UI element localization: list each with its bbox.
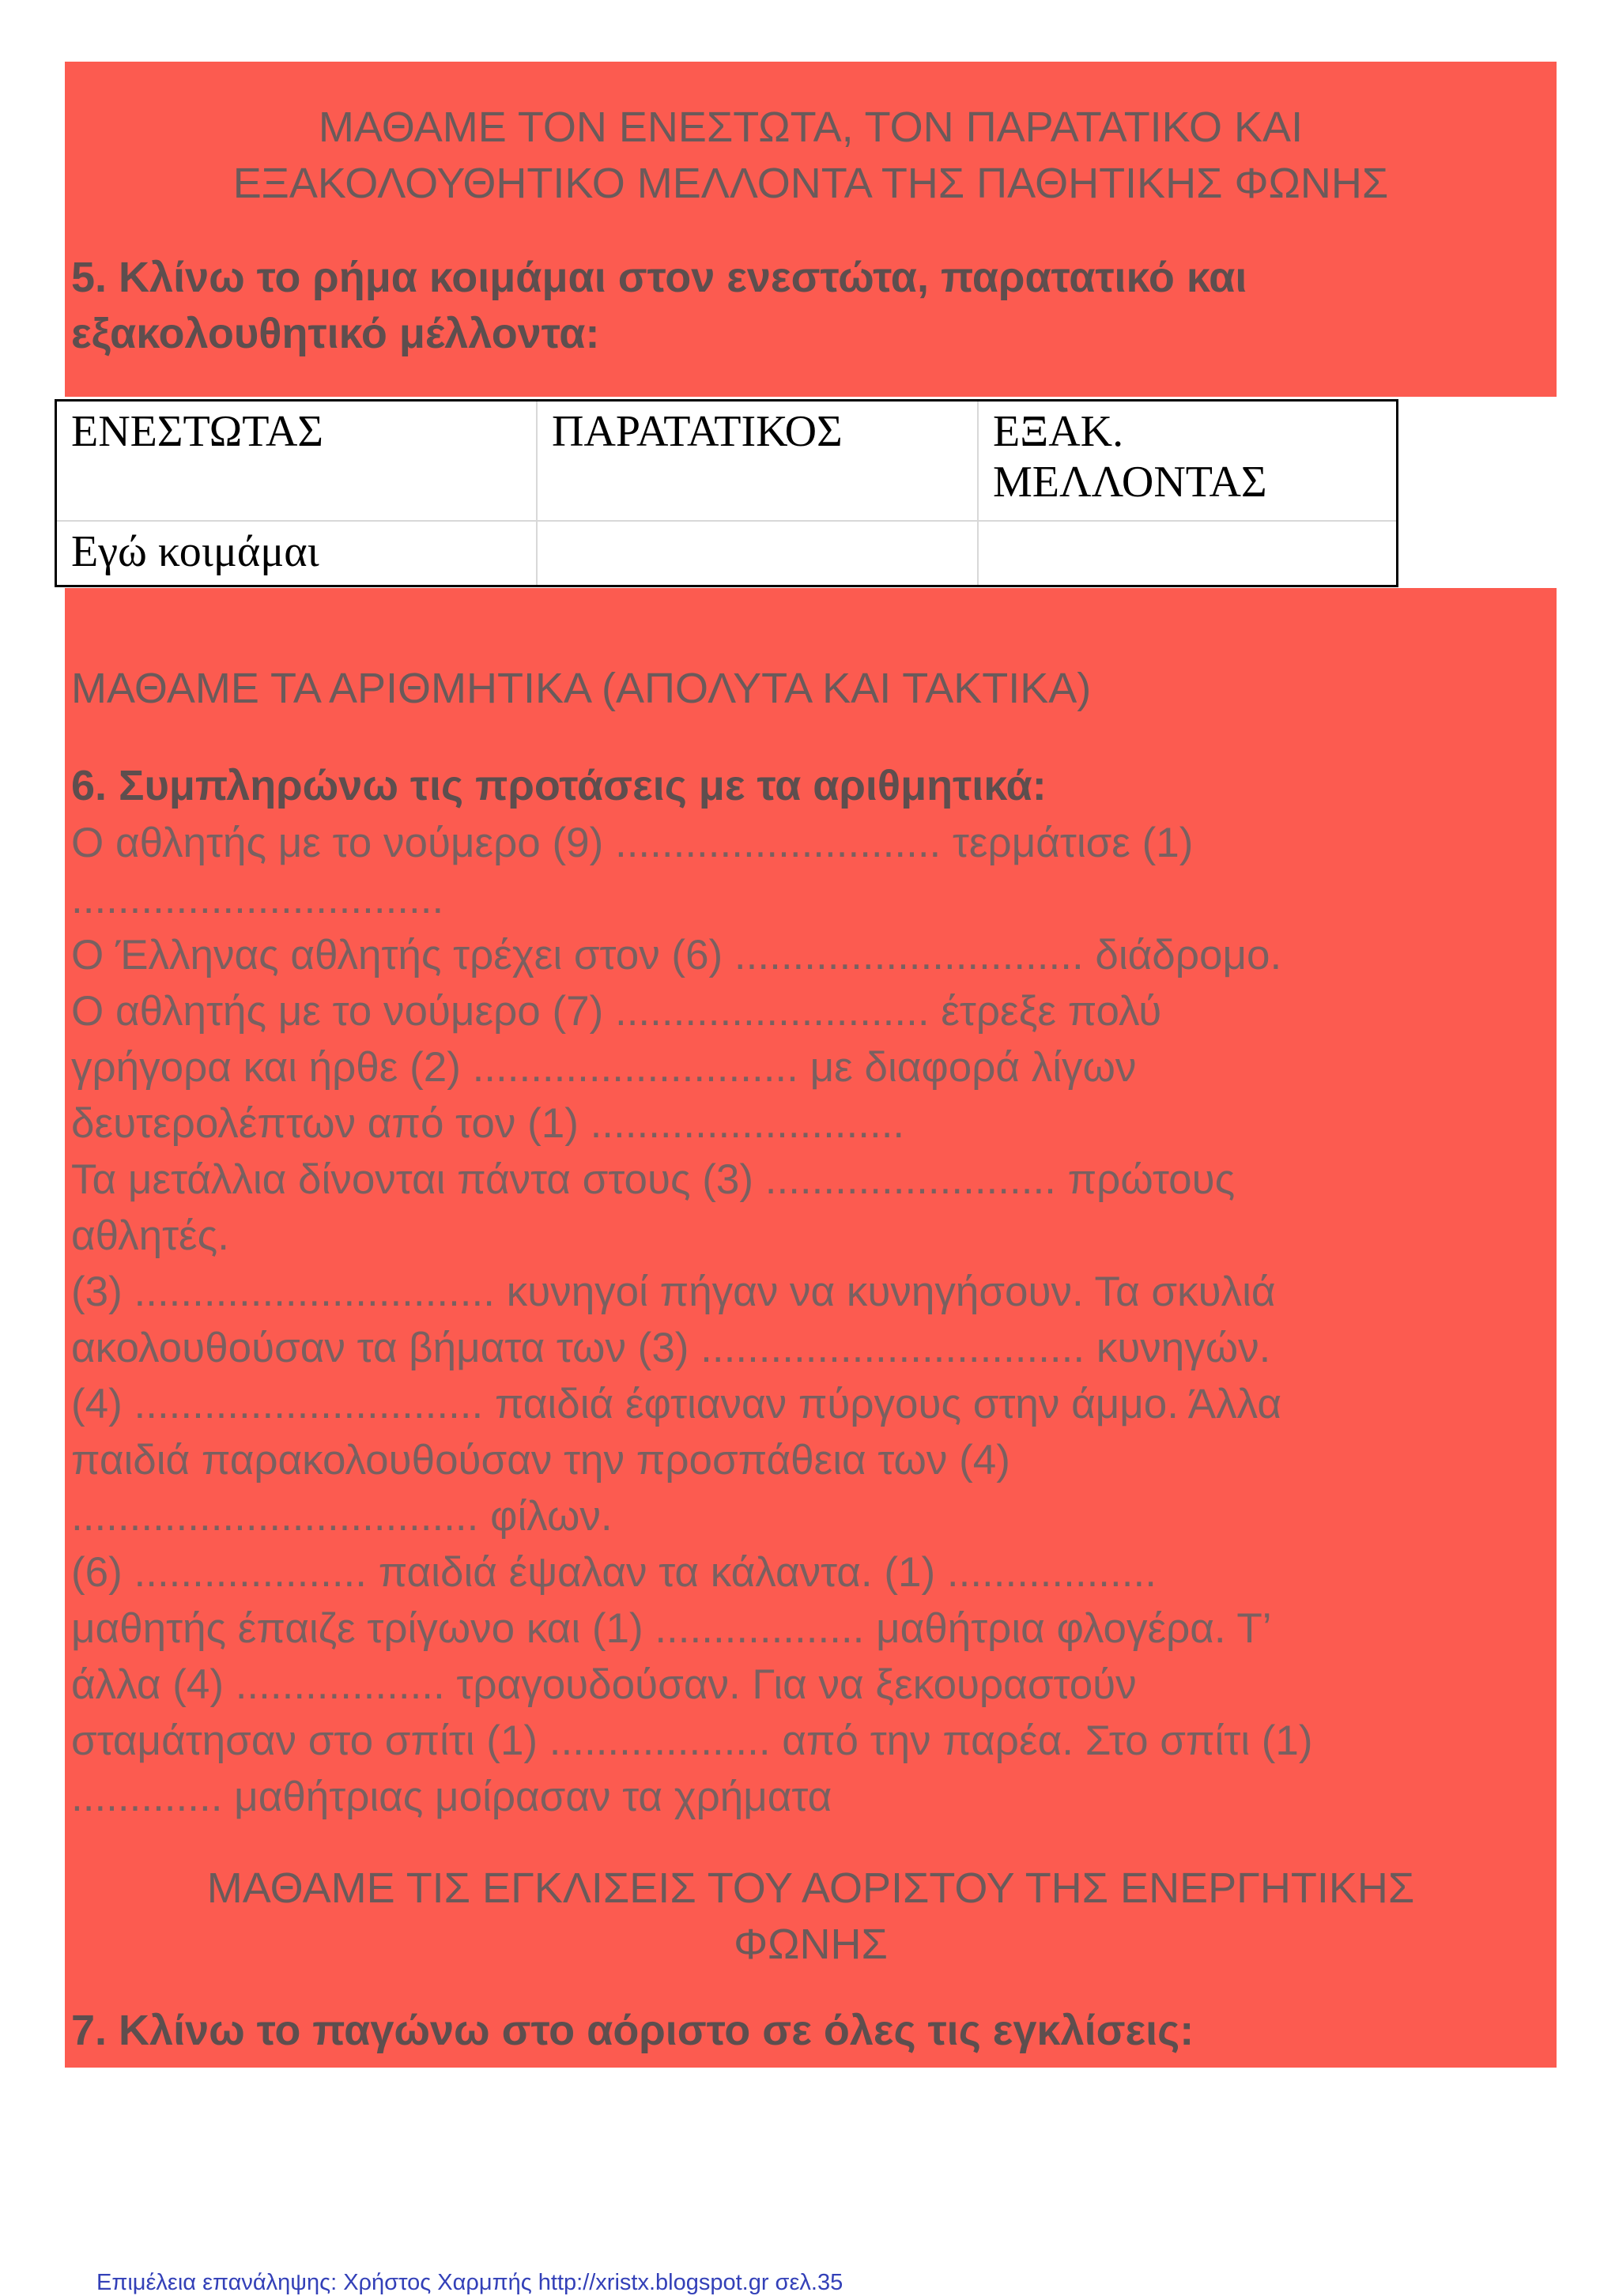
exercise-line: παιδιά παρακολουθούσαν την προσπάθεια των (4): [71, 1437, 1010, 1484]
exercise-line: ................................... φίλων.: [71, 1493, 613, 1540]
exercise-line: Ο Έλληνας αθλητής τρέχει στον (6) .............................. διάδρομο.: [71, 932, 1282, 978]
exercise-line: (6) .................... παιδιά έψαλαν τα κάλαντα. (1) ..................: [71, 1549, 1157, 1596]
exercise-line: ............. μαθήτριας μοίρασαν τα χρήματα: [71, 1774, 832, 1820]
conjugation-table: [55, 399, 1398, 587]
exercise-line: ακολουθούσαν τα βήματα των (3) ................................. κυνηγών.: [71, 1325, 1271, 1371]
task-6-instruction: 6. Συμπληρώνω τις προτάσεις με τα αριθμητικά:: [71, 762, 1047, 809]
header-future-continuous: ΕΞΑΚ. ΜΕΛΛΟΝΤΑΣ: [978, 401, 1398, 521]
exercise-line: (3) ............................... κυνηγοί πήγαν να κυνηγήσουν. Τα σκυλιά: [71, 1269, 1276, 1315]
exercise-line: αθλητές.: [71, 1212, 229, 1259]
table-row: [56, 521, 1398, 586]
header-imperfect: ΠΑΡΑΤΑΤΙΚΟΣ: [537, 401, 978, 521]
cell-future-continuous[interactable]: [978, 521, 1398, 586]
section-6-heading: ΜΑΘΑΜΕ ΤΑ ΑΡΙΘΜΗΤΙΚΑ (ΑΠΟΛΥΤΑ ΚΑΙ ΤΑΚΤΙΚΑ): [71, 665, 1092, 712]
page-footer: Επιμέλεια επανάληψης: Χρήστος Χαρμπής http://xristx.blogspot.gr σελ.35: [96, 2270, 843, 2295]
section-7-heading: ΜΑΘΑΜΕ ΤΙΣ ΕΓΚΛΙΣΕΙΣ ΤΟΥ ΑΟΡΙΣΤΟΥ ΤΗΣ ΕΝΕΡΓΗΤΙΚΗΣ ΦΩΝΗΣ: [206, 1864, 1415, 1968]
exercise-line: Ο αθλητής με το νούμερο (7) ........................... έτρεξε πολύ: [71, 988, 1162, 1035]
exercise-line: Ο αθλητής με το νούμερο (9) ............................ τερμάτισε (1): [71, 820, 1194, 866]
section-5-heading: ΜΑΘΑΜΕ ΤΟΝ ΕΝΕΣΤΩΤΑ, ΤΟΝ ΠΑΡΑΤΑΤΙΚΟ ΚΑΙ ΕΞΑΚΟΛΟΥΘΗΤΙΚΟ ΜΕΛΛΟΝΤΑ ΤΗΣ ΠΑΘΗΤΙΚΗΣ ΦΩΝΗΣ: [232, 104, 1389, 207]
exercise-line: γρήγορα και ήρθε (2) ............................ με διαφορά λίγων: [71, 1044, 1137, 1091]
exercise-line: Τα μετάλλια δίνονται πάντα στους (3) ......................... πρώτους: [71, 1156, 1236, 1203]
exercise-line: μαθητής έπαιζε τρίγωνο και (1) .................. μαθήτρια φλογέρα. Τ’: [71, 1605, 1272, 1652]
cell-imperfect[interactable]: [537, 521, 978, 586]
exercise-line: άλλα (4) .................. τραγουδούσαν. Για να ξεκουραστούν: [71, 1661, 1137, 1708]
section-5-highlight: [65, 62, 1557, 397]
header-present: ΕΝΕΣΤΩΤΑΣ: [56, 401, 538, 521]
exercise-line: ................................: [71, 876, 444, 922]
exercise-line: σταμάτησαν στο σπίτι (1) ................... από την παρέα. Στο σπίτι (1): [71, 1717, 1313, 1764]
exercise-line: δευτερολέπτων από τον (1) ...........................: [71, 1100, 905, 1147]
exercise-line: (4) .............................. παιδιά έφτιαναν πύργους στην άμμο. Άλλα: [71, 1381, 1282, 1427]
cell-present: Εγώ κοιμάμαι: [56, 521, 538, 586]
task-7-instruction: 7. Κλίνω το παγώνω στο αόριστο σε όλες τις εγκλίσεις:: [71, 2007, 1194, 2054]
table-header-row: [56, 401, 1398, 521]
exercise-6-text: [71, 815, 1549, 1825]
sections-6-7-highlight: [65, 588, 1557, 2068]
task-5-instruction: 5. Κλίνω το ρήμα κοιμάμαι στον ενεστώτα, παρατατικό και εξακολουθητικό μέλλοντα:: [71, 254, 1247, 357]
